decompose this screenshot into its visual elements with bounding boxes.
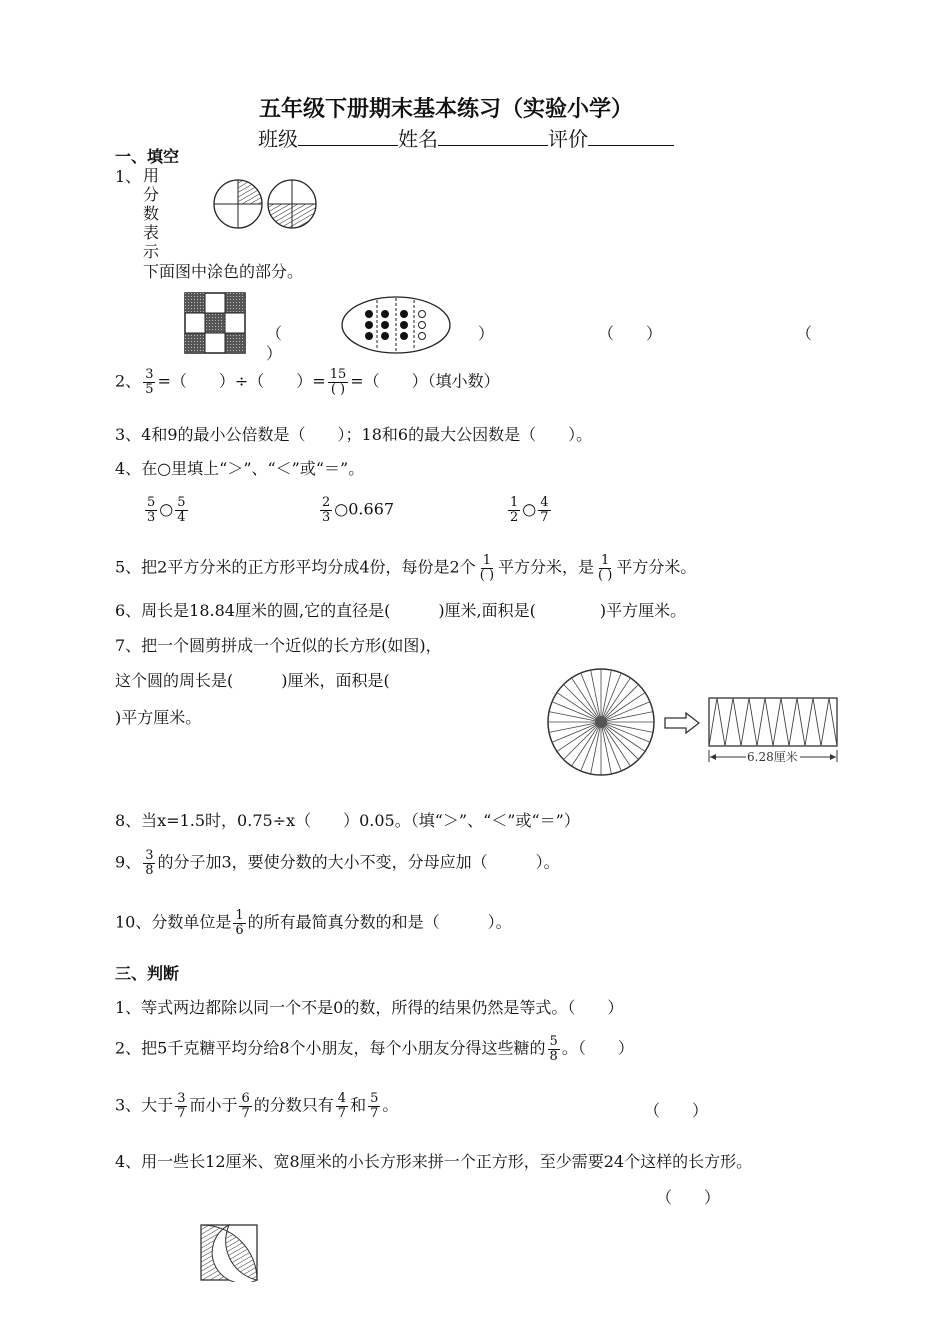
name-label: 姓名 <box>398 127 438 151</box>
q9-line: 9、 $\frac{3}{8}$ 的分子加3，要使分数的大小不变，分母应加（ ）。 <box>115 848 560 878</box>
quartered-circles-figure <box>210 176 322 232</box>
grade-label: 评价 <box>548 127 588 151</box>
q1-tail-text: 下面图中涂色的部分。 <box>143 262 304 281</box>
checker-grid-figure <box>184 292 246 354</box>
judge-q2-line: 2、把5千克糖平均分给8个小朋友，每个小朋友分得这些糖的 $\frac{5}{8}$ 。（ ） <box>115 1034 634 1064</box>
dots-ellipse-figure <box>340 295 452 355</box>
q1-answer-3[interactable]: （ <box>796 324 813 343</box>
q7-line-1: 7、把一个圆剪拼成一个近似的长方形(如图)， <box>115 636 442 655</box>
q1-answer-1-close: ） <box>478 324 495 343</box>
q4-compare-1[interactable]: $\frac{5}{3}$ ○ $\frac{5}{4}$ <box>147 495 186 525</box>
q1-answer-1-tail: ） <box>266 344 283 363</box>
grade-field[interactable] <box>588 127 674 146</box>
q10-line: 10、分数单位是 $\frac{1}{6}$ 的所有最简真分数的和是（ ）。 <box>115 908 512 938</box>
judge-q3-answer[interactable]: （ ） <box>644 1101 709 1120</box>
section-judge-title: 三、判断 <box>115 964 180 983</box>
q7-line-3: )平方厘米。 <box>115 708 202 727</box>
q2-fraction-a: $\frac{3}{5}$ <box>145 367 154 397</box>
q3-line: 3、4和9的最小公倍数是（ ）；18和6的最大公因数是（ ）。 <box>115 425 593 444</box>
q1-answer-1-open[interactable]: （ <box>266 324 283 343</box>
q4-compare-2[interactable]: $\frac{2}{3}$ ○0.667 <box>322 495 395 525</box>
circle-sectors-figure <box>545 666 657 778</box>
q2-fraction-b: $\frac{15}{( )}$ <box>329 367 347 397</box>
section-fill-blank-title: 一、填空 <box>115 147 180 166</box>
judge-q3-line: 3、大于 $\frac{3}{7}$ 而小于 $\frac{6}{7}$ 的分数只有 $\frac{4}{7}$ 和 $\frac{5}{7}$ 。 <box>115 1091 399 1121</box>
student-info-line <box>258 127 674 149</box>
judge-q4-line: 4、用一些长12厘米、宽8厘米的小长方形来拼一个正方形，至少需要24个这样的长方形。 <box>115 1152 753 1171</box>
q1-number: 1、 <box>115 167 142 186</box>
judge-q4-answer[interactable]: （ ） <box>656 1188 721 1207</box>
crescent-square-figure <box>198 1222 260 1282</box>
class-field[interactable] <box>298 127 398 146</box>
q4-line: 4、在○里填上“＞”、“＜”或“＝”。 <box>115 459 365 478</box>
q8-line: 8、当x=1.5时，0.75÷x（ ）0.05。（填“＞”、“＜”或“＝”） <box>115 811 580 830</box>
page-title: 五年级下册期末基本练习（实验小学） <box>259 97 634 122</box>
right-arrow-icon <box>664 712 700 734</box>
q2-line: 2、 $\frac{3}{5}$ =（ ）÷（ ）= $\frac{15}{( )}$ =（ ）（填小数） <box>115 367 500 397</box>
name-field[interactable] <box>438 127 548 146</box>
class-label: 班级 <box>258 127 298 151</box>
judge-q1-line: 1、等式两边都除以同一个不是0的数，所得的结果仍然是等式。（ ） <box>115 998 624 1017</box>
q5-line: 5、把2平方分米的正方形平均分成4份，每份是2个 $\frac{1}{( )}$ 平方分米，是 $\frac{1}{( )}$ 平方分米。 <box>115 553 697 583</box>
rectangle-length-label: 6.28厘米 <box>747 750 798 764</box>
q6-line: 6、周长是18.84厘米的圆,它的直径是( )厘米,面积是( )平方厘米。 <box>115 601 687 620</box>
q1-answer-2[interactable]: （ ） <box>598 324 663 343</box>
q1-vertical-text: 用 分 数 表 示 <box>143 166 160 261</box>
q7-line-2: 这个圆的周长是( )厘米，面积是( <box>115 671 390 690</box>
q4-compare-3[interactable]: $\frac{1}{2}$ ○ $\frac{4}{7}$ <box>510 495 549 525</box>
